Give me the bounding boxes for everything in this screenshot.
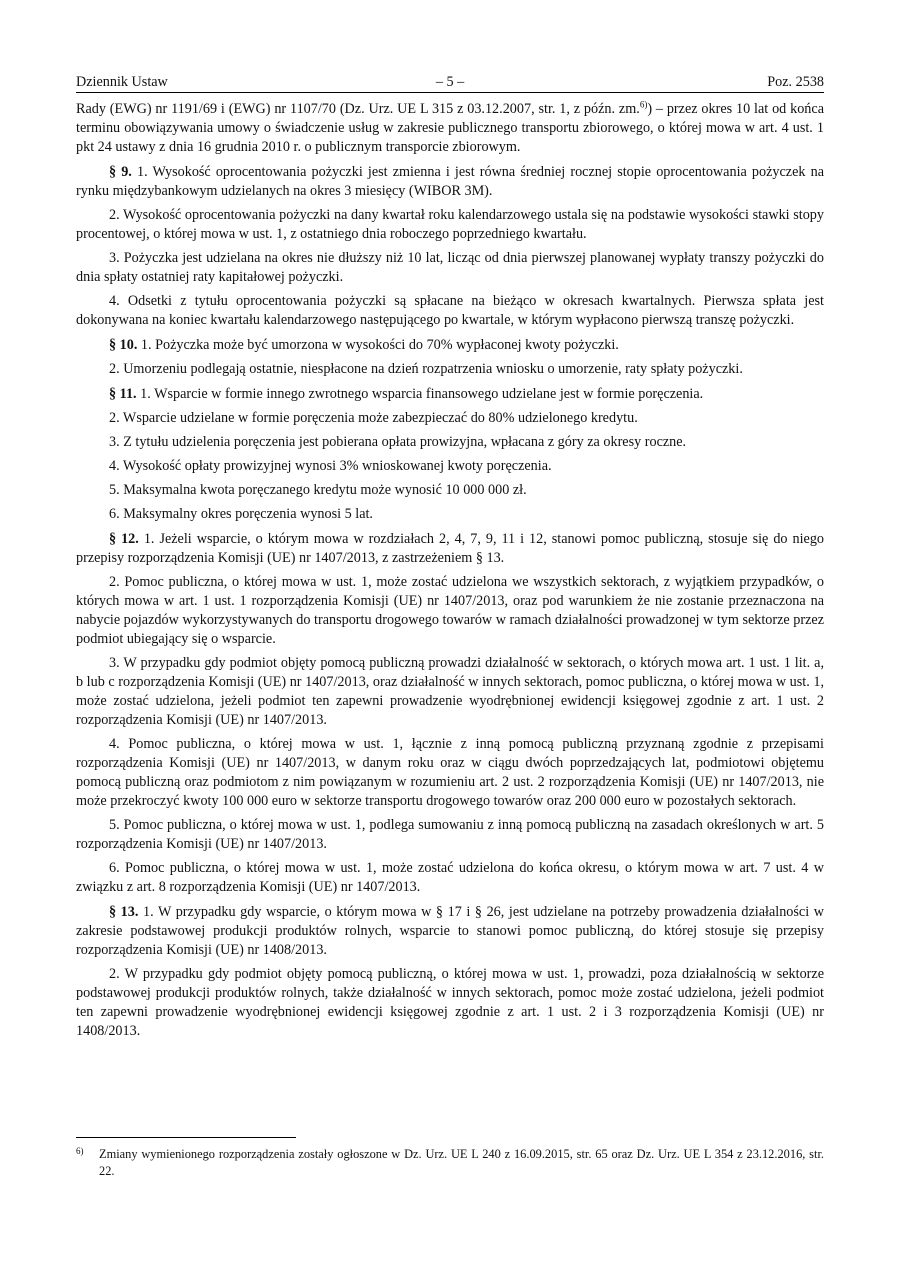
body-text (76, 100, 824, 1041)
section-13-paragraph-1: § 13. 1. W przypadku gdy wsparcie, o którym mowa w § 17 i § 26, jest udzielane na potrzeby prowadzenia działalności w zakresie podstawowej produkcji produktów rolnych, wsparcie to stanowi pomoc publiczną, do której stosuje się przepisy rozporządzenia Komisji (UE) nr 1408/2013. (76, 904, 824, 958)
footnote-text: Zmiany wymienionego rozporządzenia zostały ogłoszone w Dz. Urz. UE L 240 z 16.09.2015, str. 65 oraz Dz. Urz. UE L 354 z 23.12.2016, str. 22. (99, 1147, 824, 1178)
section-number: § 13. (109, 904, 139, 920)
section-11-paragraph-2: 2. Wsparcie udzielane w formie poręczenia może zabezpieczać do 80% udzielonego kredytu. (109, 410, 638, 426)
section-11-paragraph-3: 3. Z tytułu udzielenia poręczenia jest pobierana opłata prowizyjna, wpłacana z góry za okresy roczne. (109, 434, 687, 450)
section-12-paragraph-6: 6. Pomoc publiczna, o której mowa w ust. 1, może zostać udzielona do końca okresu, o którym mowa w art. 7 ust. 4 w związku z art. 8 rozporządzenia Komisji (UE) nr 1407/2013. (76, 860, 824, 895)
section-10-paragraph-2: 2. Umorzeniu podlegają ostatnie, niespłacone na dzień rozpatrzenia wniosku o umorzenie, raty spłaty pożyczki. (109, 361, 743, 377)
page-header (76, 74, 824, 93)
section-number: § 10. (109, 337, 138, 353)
footnote (76, 1146, 824, 1180)
section-number: § 12. (109, 531, 139, 547)
journal-title: Dziennik Ustaw (76, 74, 168, 90)
section-9-paragraph-2: 2. Wysokość oprocentowania pożyczki na dany kwartał roku kalendarzowego ustala się na podstawie wysokości stawki stopy procentowej, o której mowa w ust. 1, z ostatniego dnia roboczego poprzedniego kwartału. (76, 207, 824, 242)
section-9-paragraph-1: § 9. 1. Wysokość oprocentowania pożyczki jest zmienna i jest równa średniej rocznej stopie oprocentowania pożyczek na rynku międzybankowym udzielanych na okres 3 miesięcy (WIBOR 3M). (76, 164, 824, 199)
intro-paragraph: Rady (EWG) nr 1191/69 i (EWG) nr 1107/70 (Dz. Urz. UE L 315 z 03.12.2007, str. 1, z późn. zm.$^{6)}$) – przez okres 10 lat od końca terminu obowiązywania umowy o świadczenie usług w zakresie publicznego transportu zbiorowego, o której mowa w art. 4 ust. 1 pkt 24 ustawy z dnia 16 grudnia 2010 r. o publicznym transporcie zbiorowym. (76, 99, 824, 155)
section-9-paragraph-4: 4. Odsetki z tytułu oprocentowania pożyczki są spłacane na bieżąco w okresach kwartalnych. Pierwsza spłata jest dokonywana na koniec kwartału kalendarzowego następującego po kwartale, w którym wypłacono pierwszą transzę pożyczki. (76, 293, 824, 328)
footnote-mark: 6) (76, 1146, 84, 1156)
section-11-paragraph-6: 6. Maksymalny okres poręczenia wynosi 5 lat. (109, 506, 373, 522)
section-13-paragraph-2: 2. W przypadku gdy podmiot objęty pomocą publiczną, o której mowa w ust. 1, prowadzi, poza działalnością w sektorze podstawowej produkcji produktów rolnych, także działalność w innych sektorach, pomoc może zostać udzielona, jeżeli podmiot ten zapewni prowadzenie wyodrębnionej ewidencji księgowej zgodnie z art. 1 ust. 2 i 3 rozporządzenia Komisji (UE) nr 1408/2013. (76, 966, 824, 1039)
section-number: § 11. (109, 386, 137, 402)
section-11-paragraph-4: 4. Wysokość opłaty prowizyjnej wynosi 3% wnioskowanej kwoty poręczenia. (109, 458, 552, 474)
page-number: – 5 – (435, 74, 465, 90)
section-11-paragraph-5: 5. Maksymalna kwota poręczanego kredytu może wynosić 10 000 000 zł. (109, 482, 527, 498)
section-12-paragraph-1: § 12. 1. Jeżeli wsparcie, o którym mowa w rozdziałach 2, 4, 7, 9, 11 i 12, stanowi pomoc publiczną, stosuje się do niego przepisy rozporządzenia Komisji (UE) nr 1407/2013, z zastrzeżeniem § 13. (76, 531, 825, 566)
section-12-paragraph-3: 3. W przypadku gdy podmiot objęty pomocą publiczną prowadzi działalność w sektorach, o których mowa art. 1 ust. 1 lit. a, b lub c rozporządzenia Komisji (UE) nr 1407/2013, oraz działalność w innych sektorach, pomoc publiczna, o której mowa w ust. 1, może zostać udzielona, jeżeli podmiot ten zapewni prowadzenie wyodrębnionej ewidencji księgowej zgodnie z art. 1 ust. 2 rozporządzenia Komisji (UE) nr 1407/2013. (76, 655, 824, 728)
section-10-paragraph-1: § 10. 1. Pożyczka może być umorzona w wysokości do 70% wypłaconej kwoty pożyczki. (109, 337, 619, 353)
footnote-separator (76, 1137, 296, 1138)
section-number: § 9. (109, 164, 132, 180)
position-number: Poz. 2538 (767, 74, 824, 90)
section-9-paragraph-3: 3. Pożyczka jest udzielana na okres nie dłuższy niż 10 lat, licząc od dnia pierwszej planowanej wypłaty transzy pożyczki do dnia spłaty ostatniej raty kapitałowej pożyczki. (76, 250, 824, 285)
section-12-paragraph-5: 5. Pomoc publiczna, o której mowa w ust. 1, podlega sumowaniu z inną pomocą publiczną na zasadach określonych w art. 5 rozporządzenia Komisji (UE) nr 1407/2013. (76, 817, 824, 852)
footnote-reference[interactable]: 6) (639, 99, 648, 110)
section-12-paragraph-2: 2. Pomoc publiczna, o której mowa w ust. 1, może zostać udzielona we wszystkich sektorach, z wyjątkiem przypadków, o których mowa w art. 1 ust. 1 rozporządzenia Komisji (UE) nr 1407/2013, oraz pod warunkiem że nie zostanie przeznaczona na nabycie pojazdów wykorzystywanych do transportu drogowego towarów w ramach działalności prowadzonej w tym sektorze przez podmiot ubiegający się o wsparcie. (76, 574, 824, 647)
section-12-paragraph-4: 4. Pomoc publiczna, o której mowa w ust. 1, łącznie z inną pomocą publiczną przyznaną zgodnie z przepisami rozporządzenia Komisji (UE) nr 1407/2013, w danym roku oraz w ciągu dwóch poprzedzających lat, podmiotowi objętemu pomocą publiczną oraz podmiotom z nim powiązanym w rozumieniu art. 2 ust. 2 rozporządzenia Komisji (UE) nr 1407/2013, nie może przekroczyć kwoty 100 000 euro w sektorze transportu drogowego towarów oraz 200 000 euro w pozostałych sektorach. (76, 736, 824, 809)
section-11-paragraph-1: § 11. 1. Wsparcie w formie innego zwrotnego wsparcia finansowego udzielane jest w formie poręczenia. (109, 386, 704, 402)
